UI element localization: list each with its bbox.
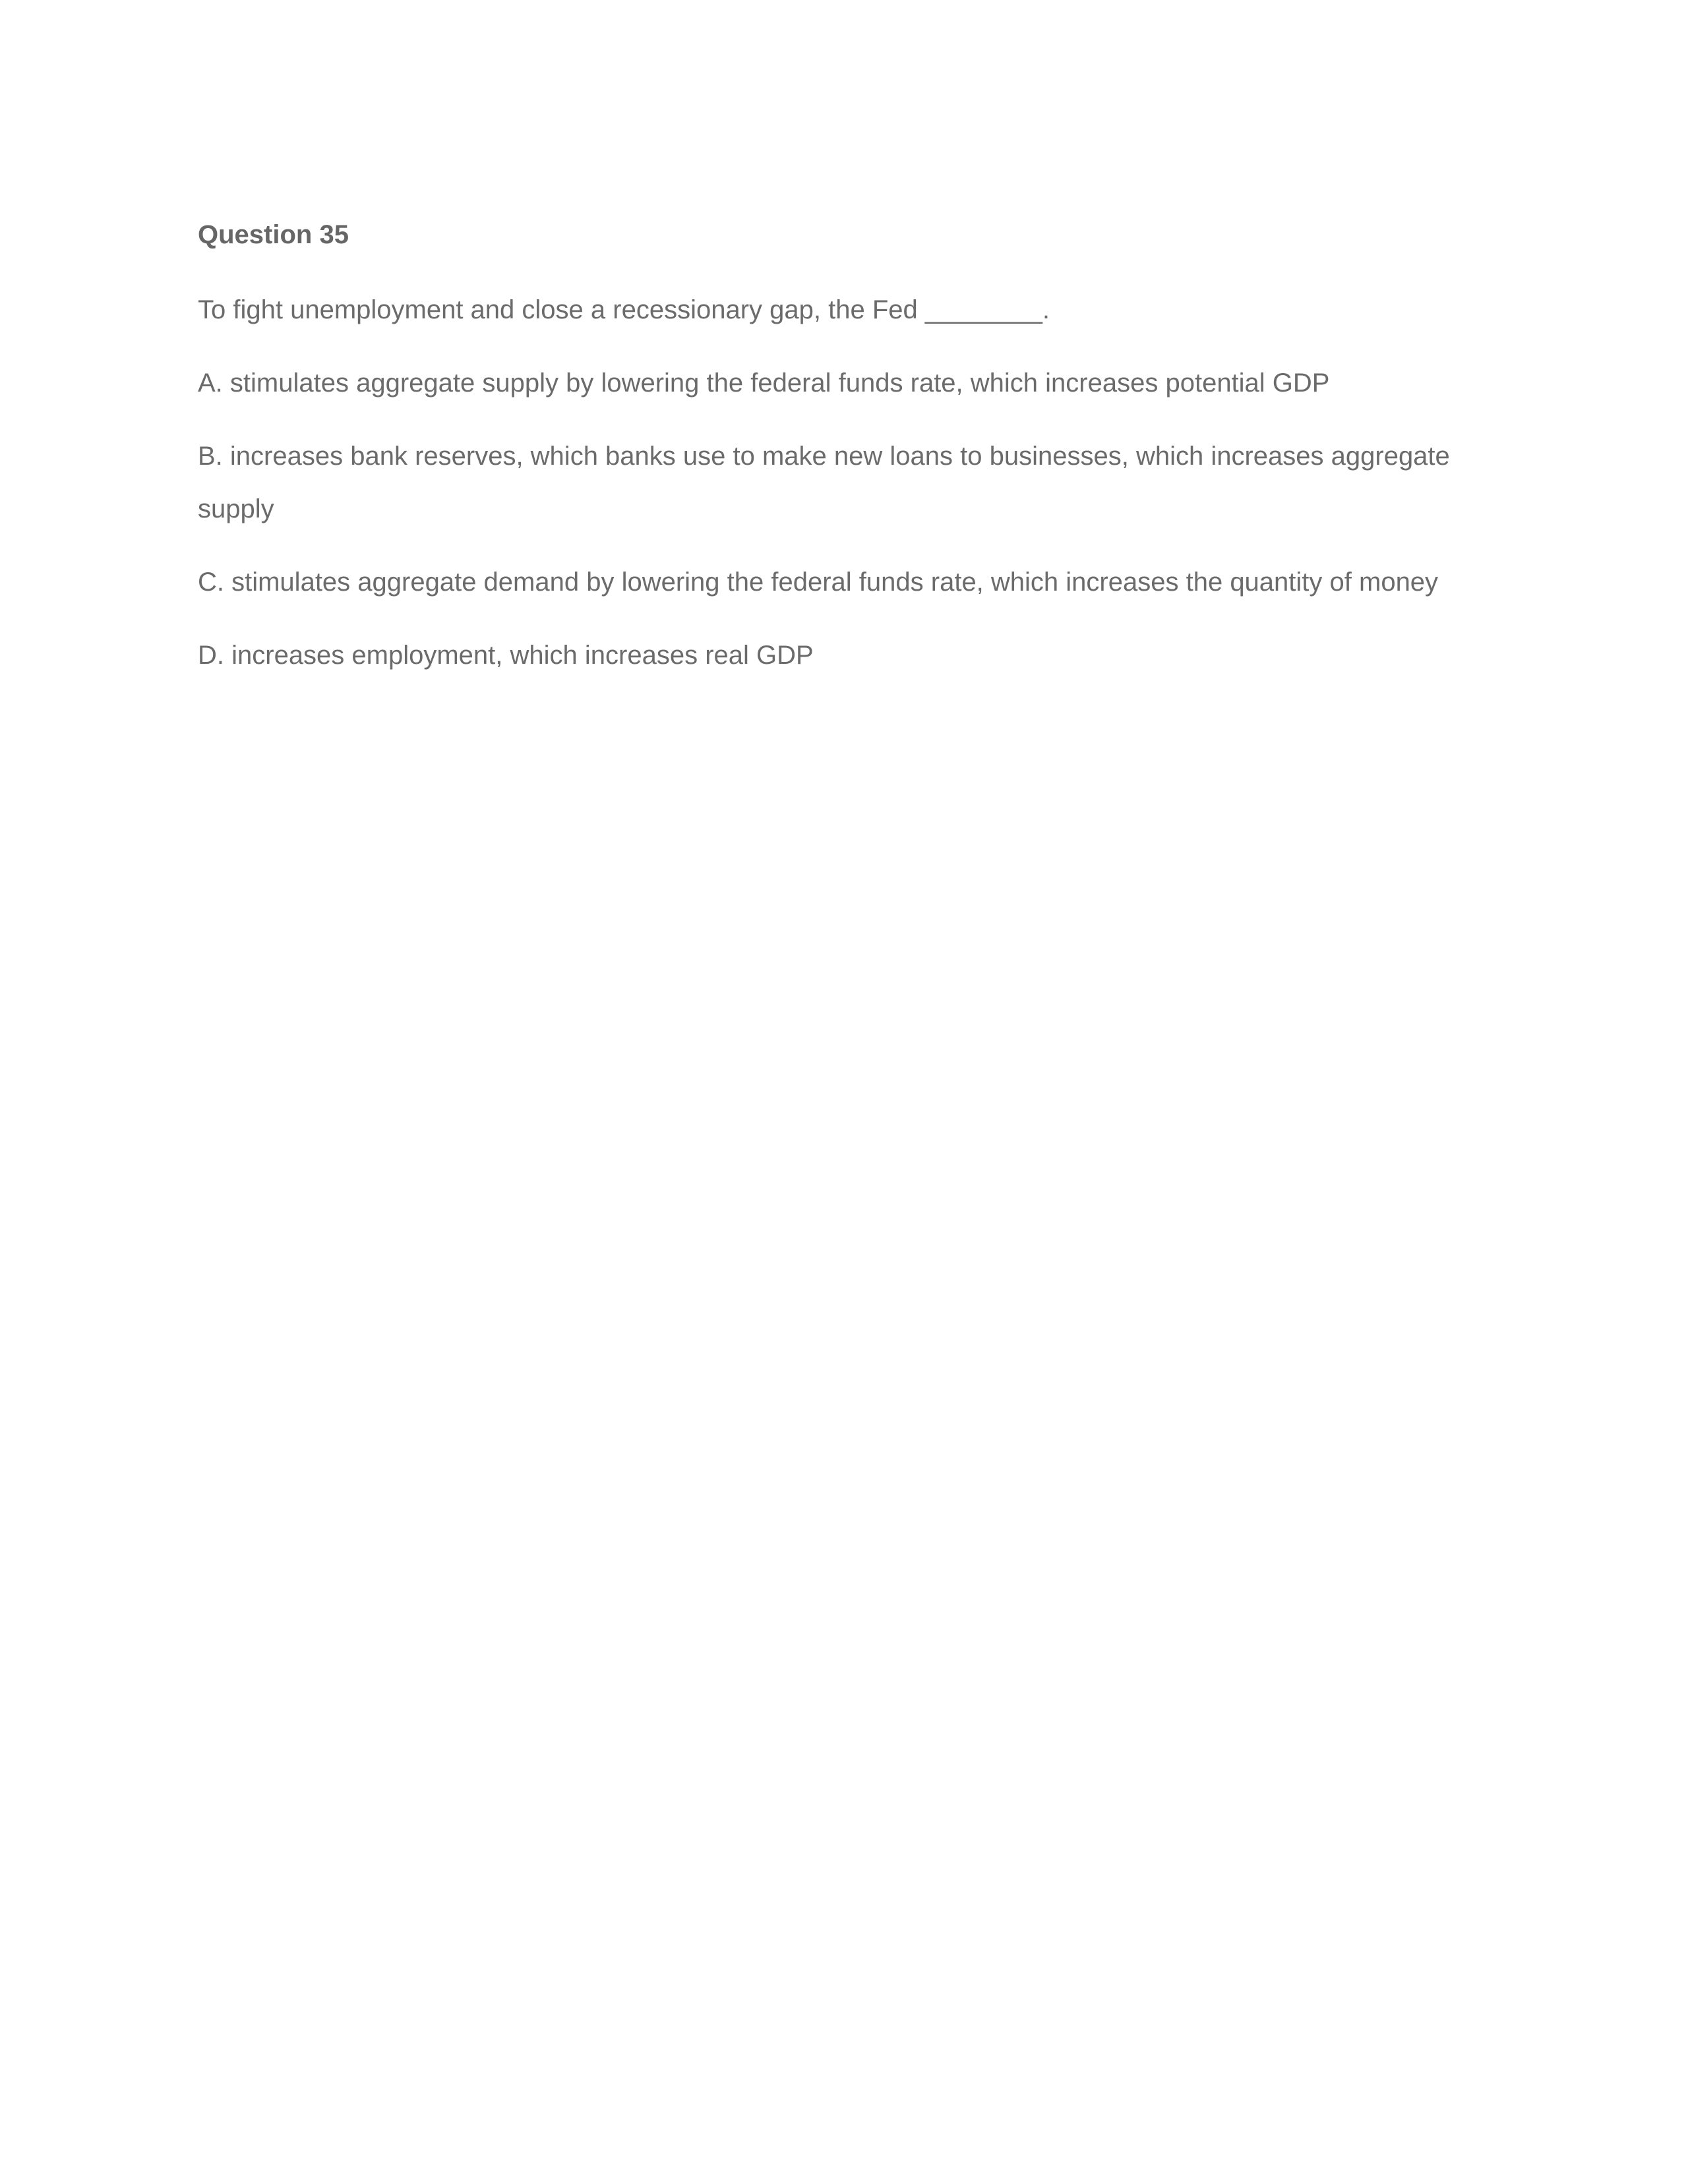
- option-d: D. increases employment, which increases real GDP: [198, 641, 814, 670]
- question-stem: To fight unemployment and close a recessionary gap, the Fed ________.: [198, 295, 1050, 324]
- question-title: Question 35: [198, 220, 349, 249]
- option-b: B. increases bank reserves, which banks use to make new loans to businesses, which increases aggregate supply: [198, 442, 1450, 523]
- option-a: A. stimulates aggregate supply by lowering the federal funds rate, which increases potential GDP: [198, 369, 1330, 398]
- question-page: [198, 211, 1451, 702]
- option-c: C. stimulates aggregate demand by lowering the federal funds rate, which increases the quantity of money: [198, 568, 1439, 597]
